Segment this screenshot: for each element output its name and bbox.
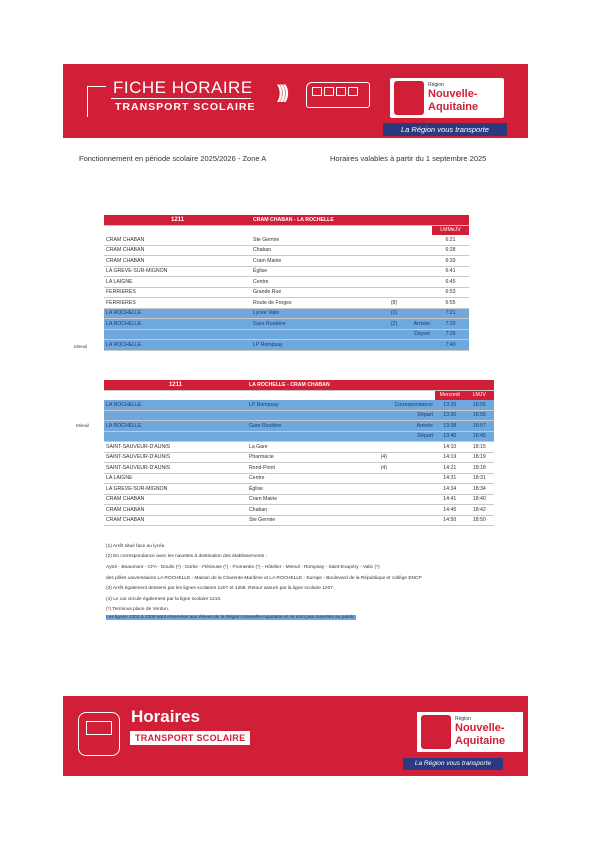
bracket-decoration (87, 86, 106, 117)
note-cell (384, 235, 404, 245)
time-wednesday-cell: 14:31 (435, 473, 465, 484)
commune-cell: LA LAIGNE (104, 473, 247, 484)
qualifier-cell: Départ (393, 410, 435, 421)
note-cell (375, 515, 393, 526)
stop-cell: Gare Routière (247, 421, 375, 432)
commune-cell: CRAM CHABAN (104, 515, 247, 526)
note-cell (375, 421, 393, 432)
time-lmjv-cell: 18:40 (465, 494, 494, 505)
note-cell (375, 410, 393, 421)
qualifier-cell (404, 277, 432, 288)
qualifier-cell (393, 494, 435, 505)
time-wednesday-cell: 13:40 (435, 431, 465, 442)
table-row (104, 452, 494, 463)
commune-cell (104, 329, 251, 340)
time-lmjv-cell: 16:45 (465, 431, 494, 442)
col-header-wednesday: Mercredi (435, 390, 465, 400)
note-cell: (4) (375, 452, 393, 463)
commune-cell: LA ROCHELLE (104, 308, 251, 319)
table-row (104, 473, 494, 484)
commune-cell: LA ROCHELLE (104, 319, 251, 330)
time-wednesday-cell: 14:21 (435, 463, 465, 474)
qualifier-cell: Arrivée (404, 319, 432, 330)
qualifier-cell (393, 463, 435, 474)
stop-cell: Lycée Valin (251, 308, 384, 319)
table-row (104, 442, 494, 453)
qualifier-cell: Départ (404, 329, 432, 340)
motion-waves-icon: ))) (277, 82, 286, 102)
table-row (104, 308, 469, 319)
time-wednesday-cell: 14:10 (435, 442, 465, 453)
stop-cell: Centre (247, 473, 375, 484)
stop-cell: LP Rompsay (247, 400, 375, 410)
header-divider (111, 98, 251, 99)
header-banner (63, 64, 528, 138)
table-row (104, 277, 469, 288)
footnote-line: Aytré - Beaumont - CFA - Doulin (*) - Dortie - Flérieuse (*) - Fromentin (*) - Hôtelier - Mireuil - Rompsay - Saint-Exupéry - Valin (*) (106, 565, 380, 570)
time-lmjv-cell: 16:57 (465, 421, 494, 432)
qualifier-cell (404, 308, 432, 319)
footer-tagline: La Région vous transporte (403, 758, 503, 770)
commune-cell: SAINT-SAUVEUR-D'AUNIS (104, 442, 247, 453)
stop-cell: Cram Mairie (247, 494, 375, 505)
stop-cell: Pharmacie (247, 452, 375, 463)
time-cell: 7:40 (432, 340, 469, 351)
table-row (104, 400, 494, 410)
commune-cell: CRAM CHABAN (104, 245, 251, 256)
time-lmjv-cell: 18:18 (465, 463, 494, 474)
commune-cell: FERRIERES (104, 287, 251, 298)
commune-cell: CRAM CHABAN (104, 505, 247, 516)
time-lmjv-cell: 16:55 (465, 410, 494, 421)
commune-cell: LA ROCHELLE (104, 421, 247, 432)
table-row (104, 410, 494, 421)
note-cell (384, 329, 404, 340)
table-row (104, 235, 469, 245)
note-cell (384, 245, 404, 256)
time-cell: 6:41 (432, 266, 469, 277)
region-logo-small: Région (428, 82, 444, 88)
qualifier-cell (404, 287, 432, 298)
table-row (104, 505, 494, 516)
timetable-return (104, 380, 494, 526)
table-row (104, 515, 494, 526)
period-info: Fonctionnement en période scolaire 2025/2026 - Zone A (79, 154, 267, 163)
header-title-line2: TRANSPORT SCOLAIRE (115, 101, 256, 113)
stop-cell: Gare Routière (251, 319, 384, 330)
time-cell: 6:45 (432, 277, 469, 288)
time-cell: 7:25 (432, 329, 469, 340)
note-cell: (8) (384, 298, 404, 309)
lion-emblem-icon (421, 715, 451, 749)
time-wednesday-cell: 13:30 (435, 410, 465, 421)
lion-emblem-icon (394, 81, 424, 115)
qualifier-cell (393, 505, 435, 516)
time-lmjv-cell: 16:55 (465, 400, 494, 410)
time-lmjv-cell: 18:15 (465, 442, 494, 453)
footnote-line: (2) En correspondance avec les navettes à destination des établissements : (106, 554, 267, 559)
commune-cell (104, 431, 247, 442)
note-cell: (2) (384, 319, 404, 330)
region-logo-name1: Nouvelle- (428, 88, 478, 100)
line-number: 1211 (104, 215, 251, 225)
bus-front-icon (78, 712, 120, 756)
note-cell (375, 473, 393, 484)
time-wednesday-cell: 14:45 (435, 505, 465, 516)
note-cell: (4) (375, 463, 393, 474)
qualifier-cell (393, 515, 435, 526)
stop-cell: Église (251, 266, 384, 277)
commune-cell: LA ROCHELLE (104, 340, 251, 351)
route-name: LA ROCHELLE - CRAM CHABAN (247, 380, 494, 390)
time-cell: 6:28 (432, 245, 469, 256)
timetable-outbound (104, 215, 469, 351)
qualifier-cell (393, 452, 435, 463)
time-lmjv-cell: 18:50 (465, 515, 494, 526)
qualifier-cell (393, 442, 435, 453)
note-cell (375, 494, 393, 505)
commune-cell (104, 410, 247, 421)
commune-cell: SAINT-SAUVEUR-D'AUNIS (104, 463, 247, 474)
stop-cell: Grande Rue (251, 287, 384, 298)
qualifier-cell (393, 473, 435, 484)
table-row (104, 319, 469, 330)
stop-cell: LP Rompsay (251, 340, 384, 351)
notes-highlight: Les lignes 1201 à 1208 sont réservées aux élèves de la Région Nouvelle-Aquitaine et ne sont pas ouvertes au public. (106, 615, 356, 620)
footnote-line: (1) Arrêt situé face au lycée. (106, 544, 166, 549)
footer-region-logo (417, 712, 523, 752)
day-header: LMMeJV (432, 225, 469, 235)
footnote-line: (4) Le car circule également par la ligne scolaire 1210. (106, 597, 222, 602)
time-lmjv-cell: 18:34 (465, 484, 494, 495)
note-cell (375, 400, 393, 410)
time-cell: 6:33 (432, 256, 469, 267)
qualifier-cell (404, 298, 432, 309)
side-label-2: Mireuil (76, 423, 90, 428)
commune-cell: FERRIERES (104, 298, 251, 309)
footnote-line: (3) Arrêt également desservi par les lignes scolaires 1207 et 1208. Retour assuré par la ligne scolaire 1207. (106, 586, 335, 591)
note-cell (375, 442, 393, 453)
footnote-line: (*) Terminus place de Verdun. (106, 607, 170, 612)
time-cell: 7:25 (432, 319, 469, 330)
table-row (104, 340, 469, 351)
table-row (104, 256, 469, 267)
bus-icon (306, 82, 370, 108)
table-row (104, 298, 469, 309)
note-cell (375, 484, 393, 495)
col-header-lmjv: LMJV (465, 390, 494, 400)
header-tagline: La Région vous transporte (383, 123, 507, 136)
side-label-1: Mireuil (74, 344, 88, 349)
stop-cell (247, 431, 375, 442)
table-row (104, 266, 469, 277)
time-lmjv-cell: 18:42 (465, 505, 494, 516)
table-row (104, 494, 494, 505)
line-number: 1211 (104, 380, 247, 390)
stop-cell: Chaban (247, 505, 375, 516)
header-title-line1: FICHE HORAIRE (113, 78, 253, 97)
footer-banner (63, 696, 528, 776)
stop-cell: Cram Mairie (251, 256, 384, 267)
table-row (104, 329, 469, 340)
stop-cell (247, 410, 375, 421)
footnote-line: des pôles universitaires LA ROCHELLE - Maison de la Charente-Maritime et LA ROCHELLE - Europe - Boulevard de la République et collège ENCP (106, 576, 422, 581)
time-lmjv-cell: 18:31 (465, 473, 494, 484)
table-row (104, 421, 494, 432)
commune-cell: CRAM CHABAN (104, 256, 251, 267)
note-cell (384, 256, 404, 267)
stop-cell: Rond-Point (247, 463, 375, 474)
table-row (104, 484, 494, 495)
qualifier-cell (404, 256, 432, 267)
stop-cell: Chaban (251, 245, 384, 256)
table-row (104, 431, 494, 442)
region-logo-name2: Aquitaine (455, 735, 506, 747)
qualifier-cell (404, 235, 432, 245)
time-cell: 6:55 (432, 298, 469, 309)
note-cell (384, 287, 404, 298)
commune-cell: LA ROCHELLE (104, 400, 247, 410)
time-wednesday-cell: 14:19 (435, 452, 465, 463)
stop-cell: Ste Germie (247, 515, 375, 526)
stop-cell: Route de Forges (251, 298, 384, 309)
commune-cell: LA LAIGNE (104, 277, 251, 288)
region-logo (390, 78, 504, 118)
region-logo-small: Région (455, 716, 471, 722)
note-cell: (1) (384, 308, 404, 319)
qualifier-cell (404, 340, 432, 351)
time-cell: 7:21 (432, 308, 469, 319)
table-row (104, 287, 469, 298)
commune-cell: CRAM CHABAN (104, 235, 251, 245)
note-cell (384, 340, 404, 351)
table-row (104, 245, 469, 256)
time-wednesday-cell: 13:38 (435, 421, 465, 432)
time-wednesday-cell: 14:41 (435, 494, 465, 505)
qualifier-cell: Correspondance (393, 400, 435, 410)
time-lmjv-cell: 18:19 (465, 452, 494, 463)
note-cell (384, 266, 404, 277)
time-wednesday-cell: 14:34 (435, 484, 465, 495)
note-cell (375, 505, 393, 516)
region-logo-name1: Nouvelle- (455, 722, 505, 734)
time-cell: 6:53 (432, 287, 469, 298)
footer-title: Horaires (131, 707, 200, 726)
time-cell: 6:21 (432, 235, 469, 245)
stop-cell: Centre (251, 277, 384, 288)
qualifier-cell (393, 484, 435, 495)
time-wednesday-cell: 14:50 (435, 515, 465, 526)
table-row (104, 463, 494, 474)
footer-subtitle: TRANSPORT SCOLAIRE (130, 731, 250, 745)
validity-info: Horaires valables à partir du 1 septembre 2025 (330, 154, 487, 163)
commune-cell: SAINT-SAUVEUR-D'AUNIS (104, 452, 247, 463)
commune-cell: CRAM CHABAN (104, 494, 247, 505)
note-cell (375, 431, 393, 442)
commune-cell: LA GREVE-SUR-MIGNON (104, 484, 247, 495)
route-name: CRAM CHABAN - LA ROCHELLE (251, 215, 469, 225)
stop-cell (251, 329, 384, 340)
note-cell (384, 277, 404, 288)
stop-cell: La Gare (247, 442, 375, 453)
time-wednesday-cell: 13:25 (435, 400, 465, 410)
commune-cell: LA GREVE-SUR-MIGNON (104, 266, 251, 277)
stop-cell: Église (247, 484, 375, 495)
qualifier-cell (404, 266, 432, 277)
qualifier-cell: Départ (393, 431, 435, 442)
region-logo-name2: Aquitaine (428, 101, 479, 113)
qualifier-cell (404, 245, 432, 256)
stop-cell: Ste Germie (251, 235, 384, 245)
qualifier-cell: Arrivée (393, 421, 435, 432)
